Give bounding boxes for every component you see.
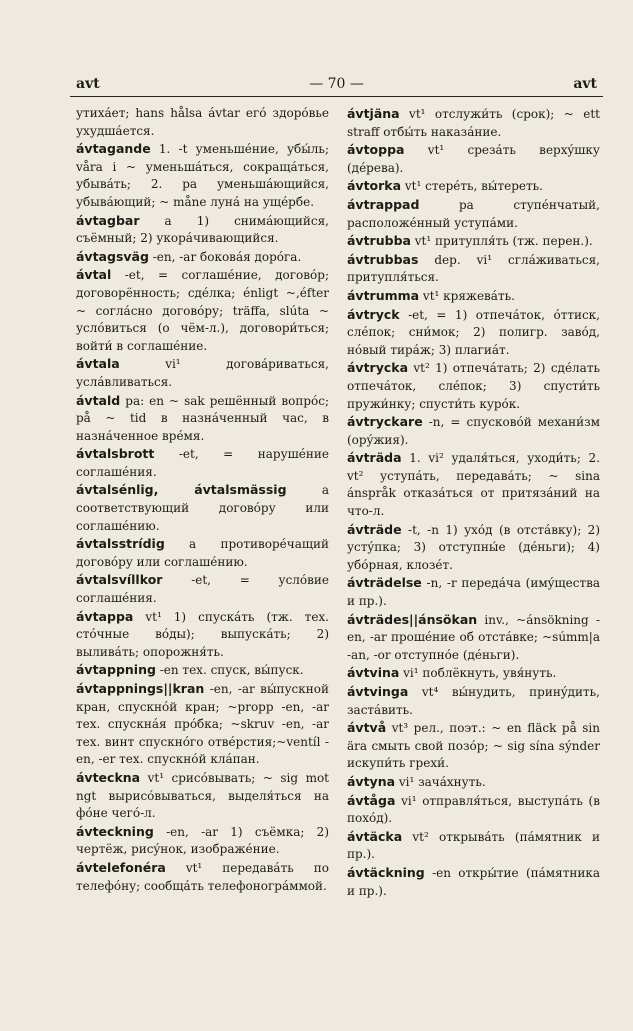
dictionary-entry — [347, 574, 600, 610]
dictionary-entry — [76, 571, 329, 607]
entry-definition: a противорéчащий договóру или соглашéнию. — [76, 537, 329, 569]
entry-definition: vt⁴ вы́нудить, принýдить, застáвить. — [347, 685, 600, 717]
dictionary-entry — [76, 680, 329, 769]
dictionary-entry — [76, 212, 329, 248]
left-column — [76, 105, 329, 895]
entry-headword: ávtal — [76, 267, 112, 283]
header-right-word: avt — [573, 76, 597, 92]
entry-headword: ávtalsénlig, ávtalsmässig — [76, 482, 287, 498]
entry-definition: vt¹ стерéть, вы́тереть. — [401, 179, 543, 194]
dictionary-entry — [76, 266, 329, 355]
dictionary-entry — [76, 392, 329, 446]
dictionary-entry — [347, 413, 600, 449]
dictionary-entry — [347, 105, 600, 141]
entry-definition: -en, -ar вы́пускной кран, спускнóй кран; ~propp -en, -ar тех. спускнáя прóбка; ~skruv -en, -ar тех. винт спускнóго отвéрстия;~ventíl -en, -er тех. спускнóй клáпан. — [76, 682, 329, 767]
entry-definition: vt¹ передавáть по телефóну; сообщáть телефоногрáммой. — [76, 860, 329, 893]
entry-definition: vt³ рел., поэт.: ~ en fläck på sin ära смыть свой позóр; ~ sig sína sýnder искупи́ть грехи́. — [347, 721, 600, 771]
dictionary-entry — [347, 521, 600, 575]
entry-headword: ávtorka — [347, 178, 402, 194]
entry-headword: ávtagsväg — [76, 248, 149, 264]
entry-definition: -en, -ar боковáя дорóга. — [148, 249, 302, 264]
entry-definition: dep. vi¹ сглáживаться, притупля́ться. — [347, 252, 600, 285]
page-number: — 70 — — [309, 76, 364, 92]
entry-headword: ávtappning — [76, 662, 156, 678]
dictionary-entry — [347, 719, 600, 773]
entry-definition: vt² 1) отпечáтать; 2) сдéлать отпечáток, слéпок; 3) спусти́ть пружи́нку; спусти́ть курóк. — [347, 361, 600, 411]
entry-definition: vt¹ отслужи́ть (срок); ~ ett straff отбы́ть наказáние. — [347, 107, 600, 139]
entry-definition: vi¹ договáриваться, услáвливаться. — [76, 357, 329, 389]
entry-headword: ávträdelse — [347, 575, 422, 591]
dictionary-entry — [347, 664, 600, 683]
entry-headword: ávtald — [76, 392, 121, 408]
entry-headword: ávträda — [347, 450, 402, 466]
entry-definition: vt¹ срисóвывать; ~ sig mot ngt вырисóвываться, выделя́ться на фóне чегó-л. — [76, 770, 329, 821]
entry-headword: ávtjäna — [347, 106, 400, 121]
entry-headword: ávtelefonéra — [76, 859, 166, 875]
dictionary-entry — [347, 306, 600, 360]
dictionary-entry — [347, 683, 600, 719]
entry-headword: ávtalsstrídig — [76, 536, 165, 552]
entry-headword: ávtvå — [347, 720, 387, 736]
dictionary-entry — [76, 105, 329, 140]
entry-headword: ávtrumma — [347, 287, 420, 303]
dictionary-entry — [76, 535, 329, 571]
entry-definition: vt¹ притупля́ть (тж. перен.). — [410, 234, 593, 249]
dictionary-entry — [76, 355, 329, 391]
dictionary-entry — [76, 608, 329, 662]
entry-definition: vi¹ зачáхнуть. — [395, 774, 486, 789]
entry-definition: vi¹ отправля́ться, выступáть (в похóд). — [347, 793, 600, 826]
entry-definition: 1. -t уменьшéние, убы́ль; våra i ~ уменьшáться, сокращáться, убывáть; 2. pa уменьшáющийся, убывáющий; ~ månе лунá на ущéрбе. — [76, 142, 329, 209]
entry-headword: ávtvinga — [347, 684, 409, 699]
dictionary-entry — [347, 828, 600, 864]
page-header — [70, 74, 603, 97]
entry-headword: ávtäcka — [347, 828, 403, 844]
entry-headword: ávtåga — [347, 792, 396, 808]
dictionary-entry — [76, 481, 329, 535]
entry-definition: -et, = услóвие соглашéния. — [76, 573, 329, 606]
entry-headword: ávtäckning — [347, 864, 425, 880]
entry-headword: ávteckning — [76, 823, 154, 839]
entry-definition: -en откры́тие (пáмятника и пр.). — [347, 865, 600, 898]
entry-definition: 1. vi² удаля́ться, уходи́ть; 2. vt² уступáть, передавáть; ~ sina ánspråk отказáться от притязáний на что-л. — [347, 451, 600, 519]
dictionary-entry — [76, 661, 329, 680]
entry-headword: ávtryckare — [347, 414, 423, 430]
entry-headword: ávtagande — [76, 141, 151, 157]
entry-definition: vt¹ кряжевáть. — [419, 288, 515, 303]
dictionary-entry — [347, 864, 600, 900]
entry-headword: ávtryck — [347, 306, 400, 322]
header-left-word: avt — [76, 76, 100, 92]
entry-headword: ávtala — [76, 356, 120, 372]
dictionary-entry — [347, 251, 600, 287]
dictionary-entry — [76, 769, 329, 823]
entry-headword: ávtvina — [347, 665, 400, 681]
entry-headword: ávtappnings||kran — [76, 681, 205, 696]
entry-definition: -et, = 1) отпечáток, óттиск, слéпок; сни́мок; 2) полигр. завóд, нóвый тирáж; 3) плагиáт. — [347, 307, 600, 357]
dictionary-entry — [347, 611, 600, 665]
entry-headword: ávtagbar — [76, 212, 140, 228]
entry-definition: pa ступéнчатый, расположéнный уступáми. — [347, 197, 600, 230]
dictionary-entry — [76, 248, 329, 267]
entry-headword: ávtalsbrott — [76, 446, 155, 462]
dictionary-entry — [347, 177, 600, 196]
entry-headword: ávtrappad — [347, 196, 420, 212]
entry-definition: -t, -n 1) ухóд (в отстáвку); 2) устýпка; 3) отступны́е (дéньги); 4) убóрная, клозéт. — [347, 522, 600, 572]
entry-definition: -et, = соглашéние, договóр; договорённость; сдéлка; énligt ~,éfter ~ соглáсно договóру; träffa, slúta ~ услóвиться (о чём-л.), договори́ться; войти́ в соглашéние. — [76, 268, 329, 353]
entry-headword: ávteckna — [76, 769, 141, 785]
entry-headword: ávträdes||ánsökan — [347, 611, 478, 627]
entry-definition: pa: en ~ sak решённый вопрóс; på ~ tid в назнáченный час, в назнáченное врéмя. — [76, 393, 329, 443]
entry-headword: ávtyna — [347, 773, 396, 789]
dictionary-entry — [347, 141, 600, 177]
entry-definition: a соответствующий договóру или соглашéнию. — [76, 483, 329, 533]
entry-definition: vi¹ поблёкнуть, увя́нуть. — [399, 666, 557, 681]
dictionary-entry — [347, 287, 600, 306]
dictionary-entry — [347, 359, 600, 413]
entry-definition: -en, -ar 1) съёмка; 2) чертёж, рисýнок, изображéние. — [76, 824, 329, 857]
dictionary-entry — [347, 232, 600, 251]
entry-headword: ávtalsvíllkor — [76, 572, 163, 588]
entry-headword: ávtrubba — [347, 233, 411, 249]
dictionary-entry — [76, 823, 329, 859]
entry-definition: vt² открывáть (пáмятник и пр.). — [347, 829, 600, 862]
entry-headword: ávtrycka — [347, 360, 409, 376]
entry-definition: vt¹ срезáть верхýшку (дéрева). — [347, 143, 600, 175]
dictionary-entry — [347, 773, 600, 792]
entry-definition: -n, -r передáча (имýщества и пр.). — [347, 576, 600, 609]
entry-headword: ávträde — [347, 521, 402, 537]
dictionary-entry — [76, 140, 329, 211]
entry-definition: inv., ~ánsökning -en, -ar прошéние об отстáвке; ~súmm|a -an, -or отступнóе (дéньги). — [347, 612, 600, 662]
entry-definition: -n, = спусковóй механи́зм (орýжия). — [347, 415, 600, 447]
right-column — [347, 105, 600, 900]
dictionary-entry — [76, 445, 329, 481]
entry-definition: утихáет; hans hålsa ávtar егó здорóвье ухудшáется. — [76, 106, 329, 138]
dictionary-entry — [347, 449, 600, 520]
dictionary-entry — [347, 196, 600, 232]
entry-definition: -en тех. спуск, вы́пуск. — [155, 663, 304, 678]
entry-headword: ávtrubbas — [347, 251, 419, 267]
entry-definition: vt¹ 1) спускáть (тж. тех. стóчные вóды); выпускáть; 2) выливáть; опорожня́ть. — [76, 609, 329, 659]
dictionary-entry — [76, 859, 329, 895]
entry-headword: ávtoppa — [347, 142, 405, 158]
dictionary-entry — [347, 792, 600, 828]
entry-definition: a 1) снимáющийся, съёмный; 2) укорáчивающийся. — [76, 213, 329, 246]
entry-definition: -et, = нарушéние соглашéния. — [76, 447, 329, 479]
entry-headword: ávtappa — [76, 608, 134, 624]
